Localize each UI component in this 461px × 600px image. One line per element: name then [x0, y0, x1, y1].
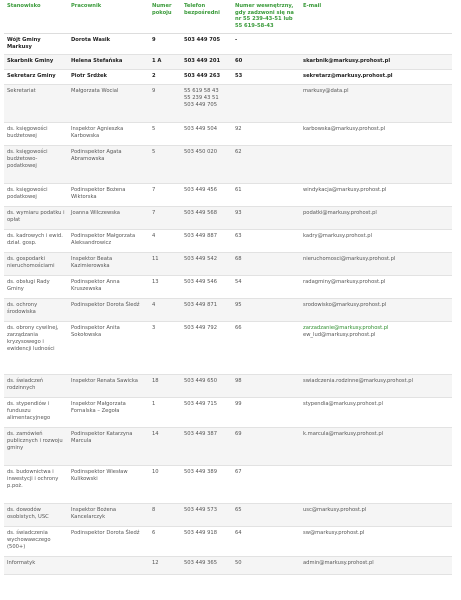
cell-email[interactable]: windykacja@markusy.prohost.pl: [300, 184, 452, 207]
cell-pracownik: Podinspektor Bożena Wiktorska: [68, 184, 149, 207]
cell-pracownik: [68, 557, 149, 575]
cell-pracownik: Podinspektor Dorota Śledź: [68, 527, 149, 557]
cell-telefon: 503 449 573: [181, 504, 232, 527]
cell-telefon: 503 449 871: [181, 299, 232, 322]
cell-stanowisko: ds. stypendiów i funduszu alimentacyjnego: [4, 398, 68, 428]
cell-pracownik: Inspektor Renata Sawicka: [68, 375, 149, 398]
header-email: E-mail: [300, 0, 452, 34]
cell-telefon: 503 449 456: [181, 184, 232, 207]
cell-pracownik: Helena Stefańska: [68, 55, 149, 70]
cell-email[interactable]: kadry@markusy.prohost.pl: [300, 230, 452, 253]
table-row: [4, 146, 452, 184]
cell-stanowisko: ds. świadczenia wychowawczego (500+): [4, 527, 68, 557]
cell-email[interactable]: k.marcula@markusy.prohost.pl: [300, 428, 452, 466]
table-row: [4, 85, 452, 123]
cell-wewnetrzny: 92: [232, 123, 300, 146]
table-row: [4, 466, 452, 504]
cell-email: [300, 466, 452, 504]
table-row: [4, 253, 452, 276]
cell-wewnetrzny: 66: [232, 322, 300, 375]
cell-pracownik: Inspektor Beata Kazimierowska: [68, 253, 149, 276]
cell-pokoj: 9: [149, 34, 181, 55]
cell-email[interactable]: markusy@data.pl: [300, 85, 452, 123]
cell-telefon: 503 449 792: [181, 322, 232, 375]
table-row: [4, 299, 452, 322]
cell-pracownik: Podinspektor Agata Abramowska: [68, 146, 149, 184]
table-row: [4, 276, 452, 299]
cell-wewnetrzny: [232, 85, 300, 123]
cell-pokoj: 6: [149, 527, 181, 557]
cell-pracownik: Joanna Wilczewska: [68, 207, 149, 230]
cell-email[interactable]: skarbnik@markusy.prohost.pl: [300, 55, 452, 70]
cell-wewnetrzny: 98: [232, 375, 300, 398]
email-link[interactable]: ew_lud@markusy.prohost.pl: [303, 332, 376, 339]
table-row: [4, 504, 452, 527]
cell-wewnetrzny: 64: [232, 527, 300, 557]
email-link[interactable]: zarzadzanie@markusy.prohost.pl: [303, 325, 389, 332]
cell-telefon: 55 619 58 43 55 239 43 51 503 449 705: [181, 85, 232, 123]
cell-pokoj: 4: [149, 299, 181, 322]
cell-wewnetrzny: 93: [232, 207, 300, 230]
cell-email[interactable]: stypendia@markusy.prohost.pl: [300, 398, 452, 428]
cell-wewnetrzny: 54: [232, 276, 300, 299]
cell-pracownik: Podinspektor Małgorzata Aleksandrowicz: [68, 230, 149, 253]
cell-wewnetrzny: 63: [232, 230, 300, 253]
cell-email[interactable]: karbowska@markusy.prohost.pl: [300, 123, 452, 146]
cell-pracownik: Inspektor Bożena Kancelarczyk: [68, 504, 149, 527]
cell-wewnetrzny: 95: [232, 299, 300, 322]
cell-pracownik: Podinspektor Anna Kruszewska: [68, 276, 149, 299]
cell-stanowisko: ds. księgowości budżetowo-podatkowej: [4, 146, 68, 184]
cell-stanowisko: ds. obsługi Rady Gminy: [4, 276, 68, 299]
table-row: [4, 428, 452, 466]
cell-wewnetrzny: 65: [232, 504, 300, 527]
cell-email: [300, 34, 452, 55]
cell-email[interactable]: nieruchomosci@markusy.prohost.pl: [300, 253, 452, 276]
cell-wewnetrzny: 69: [232, 428, 300, 466]
cell-wewnetrzny: 60: [232, 55, 300, 70]
table-row: [4, 398, 452, 428]
table-header-row: [4, 0, 452, 34]
cell-stanowisko: ds. ochrony środowiska: [4, 299, 68, 322]
cell-telefon: 503 450 020: [181, 146, 232, 184]
cell-pracownik: Podinspektor Anita Sokołowska: [68, 322, 149, 375]
cell-stanowisko: Wójt Gminy Markusy: [4, 34, 68, 55]
cell-pokoj: 13: [149, 276, 181, 299]
table-row: [4, 322, 452, 375]
table-row: [4, 123, 452, 146]
cell-telefon: 503 449 705: [181, 34, 232, 55]
table-row: [4, 70, 452, 85]
cell-stanowisko: ds. wymiaru podatku i opłat: [4, 207, 68, 230]
cell-email[interactable]: admin@markusy.prohost.pl: [300, 557, 452, 575]
cell-stanowisko: ds. kadrowych i ewid. dział. gosp.: [4, 230, 68, 253]
table-row: [4, 230, 452, 253]
cell-stanowisko: Sekretarz Gminy: [4, 70, 68, 85]
cell-email[interactable]: srodowisko@markusy.prohost.pl: [300, 299, 452, 322]
header-numer-pokoju: Numer pokoju: [149, 0, 181, 34]
table-row: [4, 557, 452, 575]
cell-stanowisko: ds. zamówień publicznych i rozwoju gminy: [4, 428, 68, 466]
cell-telefon: 503 449 546: [181, 276, 232, 299]
cell-pokoj: 4: [149, 230, 181, 253]
cell-email[interactable]: [300, 322, 452, 375]
cell-pracownik: Inspektor Małgorzata Fornalska – Zegoła: [68, 398, 149, 428]
cell-email[interactable]: swiadczenia.rodzinne@markusy.prohost.pl: [300, 375, 452, 398]
cell-email[interactable]: radagminy@markusy.prohost.pl: [300, 276, 452, 299]
cell-telefon: 503 449 201: [181, 55, 232, 70]
cell-wewnetrzny: 53: [232, 70, 300, 85]
cell-email[interactable]: sekretarz@markusy.prohost.pl: [300, 70, 452, 85]
table-row: [4, 207, 452, 230]
header-pracownik: Pracownik: [68, 0, 149, 34]
cell-pokoj: 9: [149, 85, 181, 123]
cell-wewnetrzny: 99: [232, 398, 300, 428]
cell-pokoj: 1: [149, 398, 181, 428]
cell-telefon: 503 449 365: [181, 557, 232, 575]
cell-pokoj: 5: [149, 123, 181, 146]
cell-stanowisko: ds. księgowości podatkowej: [4, 184, 68, 207]
table-body: [4, 34, 452, 575]
cell-pokoj: 3: [149, 322, 181, 375]
cell-pracownik: Małgorzata Wocial: [68, 85, 149, 123]
cell-pokoj: 12: [149, 557, 181, 575]
cell-wewnetrzny: 68: [232, 253, 300, 276]
cell-telefon: 503 449 389: [181, 466, 232, 504]
cell-wewnetrzny: 50: [232, 557, 300, 575]
cell-pokoj: 8: [149, 504, 181, 527]
cell-telefon: 503 449 650: [181, 375, 232, 398]
cell-email[interactable]: sw@markusy.prohost.pl: [300, 527, 452, 557]
cell-stanowisko: ds. budownictwa i inwestycji i ochrony p.poż.: [4, 466, 68, 504]
cell-stanowisko: ds. gospodarki nieruchomościami: [4, 253, 68, 276]
cell-pracownik: Podinspektor Katarzyna Marcula: [68, 428, 149, 466]
cell-stanowisko: Skarbnik Gminy: [4, 55, 68, 70]
cell-pokoj: 10: [149, 466, 181, 504]
cell-email[interactable]: podatki@markusy.prohost.pl: [300, 207, 452, 230]
table-row: [4, 375, 452, 398]
table-row: [4, 184, 452, 207]
cell-wewnetrzny: 67: [232, 466, 300, 504]
cell-telefon: 503 449 887: [181, 230, 232, 253]
header-stanowisko: Stanowisko: [4, 0, 68, 34]
cell-pokoj: 18: [149, 375, 181, 398]
cell-stanowisko: ds. dowodów osobistych, USC: [4, 504, 68, 527]
cell-wewnetrzny: -: [232, 34, 300, 55]
cell-telefon: 503 449 387: [181, 428, 232, 466]
cell-wewnetrzny: 61: [232, 184, 300, 207]
cell-stanowisko: Sekretariat: [4, 85, 68, 123]
cell-telefon: 503 449 918: [181, 527, 232, 557]
header-wewnetrzny: Numer wewnętrzny, gdy zadzwoni się na nr 55 239-43-51 lub 55 619-58-43: [232, 0, 300, 34]
cell-pracownik: Podinspektor Wiesław Kulikowski: [68, 466, 149, 504]
cell-pracownik: Dorota Wasik: [68, 34, 149, 55]
cell-stanowisko: ds. obrony cywilnej, zarządzania kryzysowego i ewidencji ludności: [4, 322, 68, 375]
cell-email[interactable]: usc@markusy.prohost.pl: [300, 504, 452, 527]
cell-pokoj: 11: [149, 253, 181, 276]
contact-table: [4, 0, 452, 575]
cell-telefon: 503 449 568: [181, 207, 232, 230]
cell-stanowisko: ds. księgowości budżetowej: [4, 123, 68, 146]
cell-pracownik: Podinspektor Dorota Śledź: [68, 299, 149, 322]
cell-pokoj: 5: [149, 146, 181, 184]
cell-pracownik: Inspektor Agnieszka Karbowska: [68, 123, 149, 146]
cell-pracownik: Piotr Srdżek: [68, 70, 149, 85]
cell-pokoj: 2: [149, 70, 181, 85]
cell-wewnetrzny: 62: [232, 146, 300, 184]
cell-pokoj: 14: [149, 428, 181, 466]
table-row: [4, 527, 452, 557]
table-row: [4, 34, 452, 55]
table-row: [4, 55, 452, 70]
cell-telefon: 503 449 542: [181, 253, 232, 276]
cell-stanowisko: ds. świadczeń rodzinnych: [4, 375, 68, 398]
cell-stanowisko: Informatyk: [4, 557, 68, 575]
cell-email: [300, 146, 452, 184]
cell-telefon: 503 449 504: [181, 123, 232, 146]
cell-telefon: 503 449 715: [181, 398, 232, 428]
cell-pokoj: 7: [149, 207, 181, 230]
header-telefon: Telefon bezpośredni: [181, 0, 232, 34]
cell-telefon: 503 449 263: [181, 70, 232, 85]
cell-pokoj: 7: [149, 184, 181, 207]
cell-pokoj: 1 A: [149, 55, 181, 70]
